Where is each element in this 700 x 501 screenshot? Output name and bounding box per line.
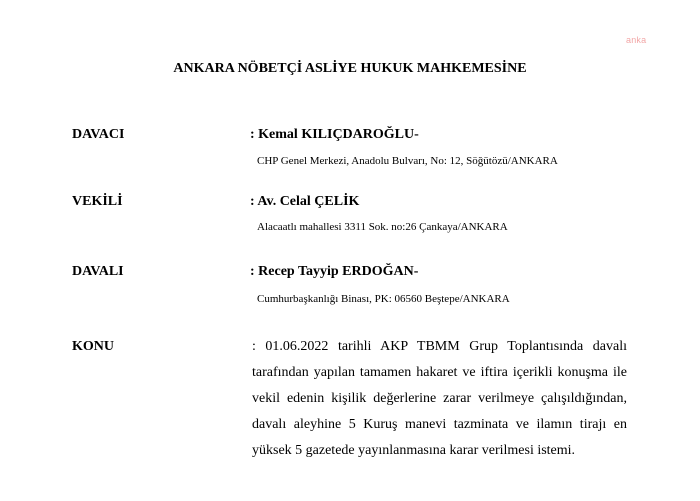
vekili-address: Alacaatlı mahallesi 3311 Sok. no:26 Çankaya/ANKARA (257, 221, 508, 233)
vekili-label: VEKİLİ (72, 194, 123, 209)
davaci-name: : Kemal KILIÇDAROĞLU- (250, 127, 419, 142)
davaci-label: DAVACI (72, 127, 125, 142)
davaci-address: CHP Genel Merkezi, Anadolu Bulvarı, No: 12, Söğütözü/ANKARA (257, 155, 558, 167)
davali-address: Cumhurbaşkanlığı Binası, PK: 06560 Beştepe/ANKARA (257, 293, 510, 305)
vekili-name: : Av. Celal ÇELİK (250, 194, 360, 209)
watermark-logo: anka (626, 35, 647, 45)
document-title: ANKARA NÖBETÇİ ASLİYE HUKUK MAHKEMESİNE (173, 61, 527, 76)
davali-label: DAVALI (72, 264, 124, 279)
konu-text: : 01.06.2022 tarihli AKP TBMM Grup Toplantısında davalı tarafından yapılan tamamen hakaret ve iftira içerikli konuşma ile vekil edenin kişilik değerlerine zarar verilmeye çalışıldığından, davalı aleyhine 5 Kuruş manevi tazminata ve ilamın tirajı en yüksek 5 gazetede yayınlanmasına karar verilmesi istemi. (252, 339, 627, 458)
konu-label: KONU (72, 339, 114, 354)
davali-name: : Recep Tayyip ERDOĞAN- (250, 264, 419, 279)
